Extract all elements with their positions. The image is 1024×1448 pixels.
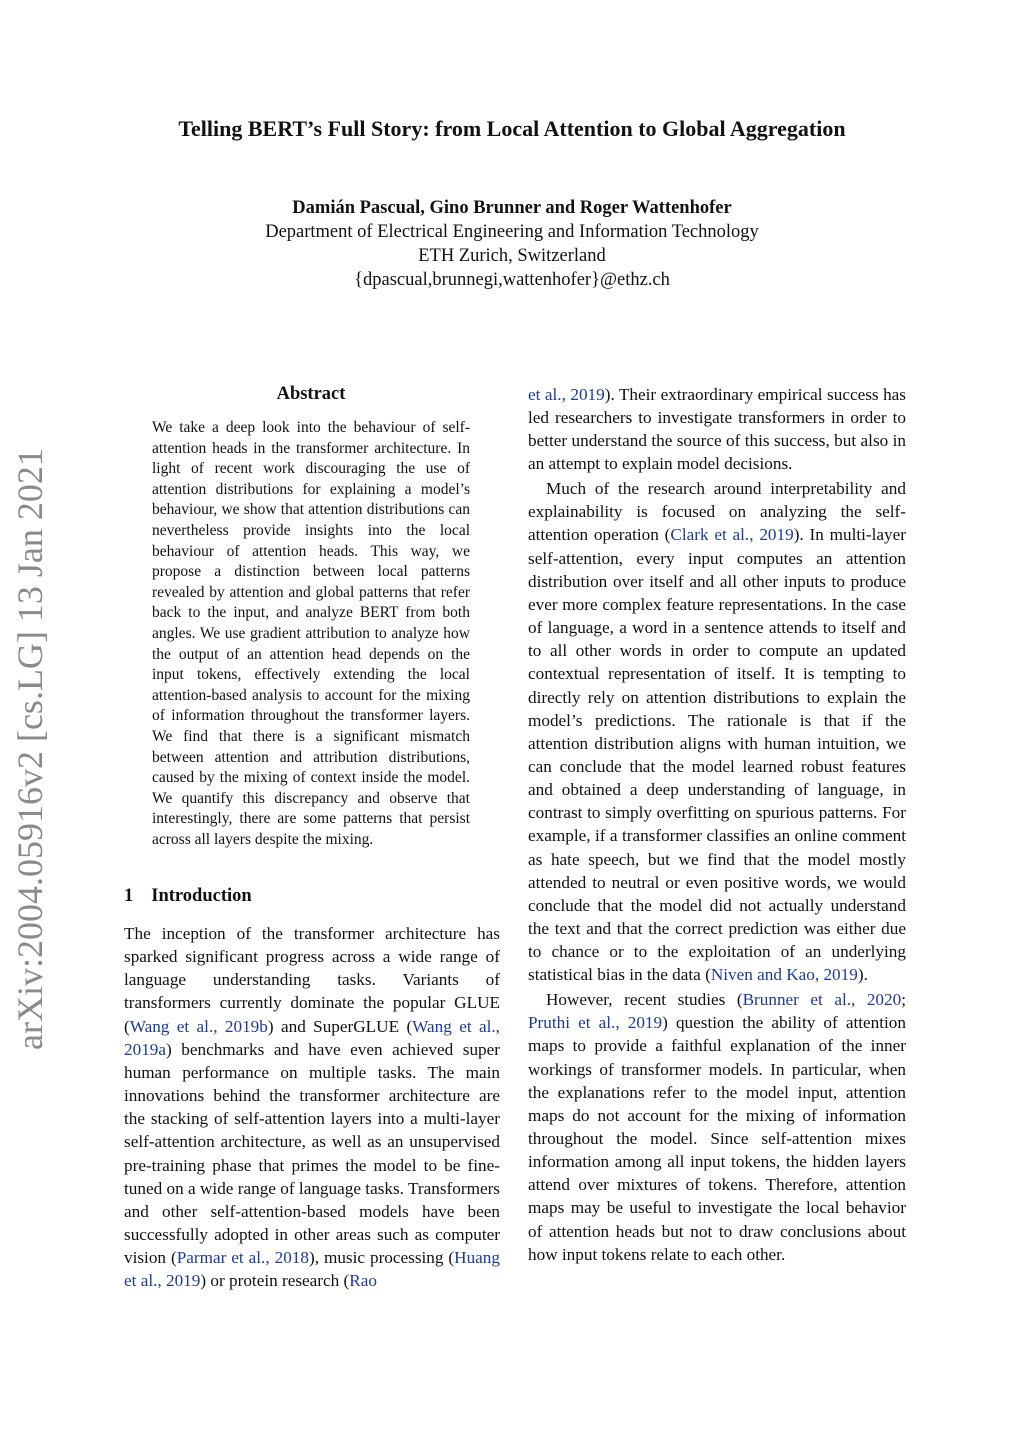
author-department: Department of Electrical Engineering and Information Technology — [265, 222, 759, 242]
text-run: However, recent studies ( — [546, 990, 743, 1010]
section-title: Introduction — [151, 886, 252, 906]
section-heading — [124, 886, 252, 907]
text-run: ; — [901, 990, 906, 1010]
text-run: ). — [857, 965, 868, 985]
author-email: {dpascual,brunnegi,wattenhofer}@ethz.ch — [354, 270, 670, 290]
citation-link[interactable]: Pruthi et al., 2019 — [528, 1013, 663, 1033]
intro-paragraph-1 — [124, 922, 500, 1293]
author-block — [0, 196, 1024, 292]
intro-paragraph-3 — [528, 988, 906, 1266]
text-run: ) and SuperGLUE ( — [267, 1016, 413, 1036]
author-institution: ETH Zurich, Switzerland — [418, 246, 606, 266]
citation-link[interactable]: Parmar et al., 2018 — [176, 1248, 309, 1268]
intro-paragraph-2 — [528, 477, 906, 986]
citation-link[interactable]: Rao — [349, 1271, 377, 1291]
intro-column-right — [528, 383, 906, 1266]
citation-link[interactable]: Clark et al., 2019 — [670, 525, 794, 545]
citation-link[interactable]: Wang et al., 2019b — [129, 1016, 268, 1036]
text-run: Much of the research around interpretability and explainability is focused on analyzing the self-attention operation ( — [528, 479, 906, 545]
text-run: ) question the ability of attention maps to provide a faithful explanation of the inner workings of transformer models. In particular, when the explanations refer to the model input, attention maps do not account for the mixing of information throughout the model. Since self-attention mixes information among all input tokens, the hidden layers attend over mixtures of tokens. Therefore, attention maps may be useful to investigate the local behavior of attention heads but not to draw conclusions about how input tokens relate to each other. — [528, 1013, 906, 1264]
text-run: ) benchmarks and have even achieved super human performance on multiple tasks. The main innovations behind the transformer architecture are the stacking of self-attention layers into a multi-layer self-attention architecture, as well as an unsupervised pre-training phase that primes the model to be fine-tuned on a wide range of language tasks. Transformers and other self-attention-based models have been successfully adopted in other areas such as computer vision ( — [124, 1039, 500, 1268]
citation-link[interactable]: et al., 2019 — [528, 385, 605, 404]
citation-link[interactable]: Niven and Kao, 2019 — [710, 965, 858, 985]
abstract-text: We take a deep look into the behaviour of self-attention heads in the transformer architecture. In light of recent work discouraging the use of attention distributions for explaining a model’s behaviour, we show that attention distributions can nevertheless provide insights into the local behaviour of attention heads. This way, we propose a distinction between local patterns revealed by attention and global patterns that refer back to the input, and analyze BERT from both angles. We use gradient attribution to analyze how the output of an attention head depends on the input tokens, effectively extending the local attention-based analysis to account for the mixing of information throughout the transformer layers. We find that there is a significant mismatch between attention and attribution distributions, caused by the mixing of context inside the model. We quantify this discrepancy and observe that interestingly, there are some patterns that persist across all layers despite the mixing. — [152, 419, 470, 848]
text-run: ) or protein research ( — [200, 1271, 350, 1291]
citation-link[interactable]: Huang et al., 2019 — [124, 1248, 500, 1291]
citation-link[interactable]: Brunner et al., 2020 — [742, 990, 902, 1010]
text-run: ), music processing ( — [308, 1248, 455, 1268]
arxiv-identifier: arXiv:2004.05916v2 [cs.LG] 13 Jan 2021 — [10, 448, 50, 1050]
text-run: The inception of the transformer architecture has sparked significant progress across a wide range of language understanding tasks. Variants of transformers currently dominate the popular GLUE ( — [124, 924, 500, 1036]
author-names: Damián Pascual, Gino Brunner and Roger Wattenhofer — [292, 198, 732, 218]
citation-link[interactable]: Wang et al., 2019a — [124, 1016, 500, 1059]
intro-paragraph-1-continued — [528, 383, 906, 476]
text-run: ). Their extraordinary empirical success has led researchers to investigate transformers in order to better understand the source of this success, but also in an attempt to explain model decisions. — [528, 385, 906, 474]
text-run: ). In multi-layer self-attention, every input computes an attention distribution over itself and all other inputs to produce ever more complex feature representations. In the case of language, a word in a sentence attends to itself and to all other words in order to compute an updated contextual representation of itself. It is tempting to directly rely on attention distributions to explain the model’s predictions. The rationale is that if the attention distribution aligns with human intuition, we can conclude that the model learned robust features and obtained a deep understanding of language, in contrast to simply overfitting on spurious patterns. For example, if a transformer classifies an online comment as hate speech, but we find that the model mostly attended to neutral or even positive words, we would conclude that the model did not actually understand the text and that the correct prediction was either due to chance or to the exploitation of an underlying statistical bias in the data ( — [528, 525, 906, 985]
intro-column-left — [124, 922, 500, 1293]
abstract-heading: Abstract — [276, 384, 346, 404]
paper-title: Telling BERT’s Full Story: from Local Attention to Global Aggregation — [178, 116, 846, 141]
section-number: 1 — [124, 886, 134, 906]
